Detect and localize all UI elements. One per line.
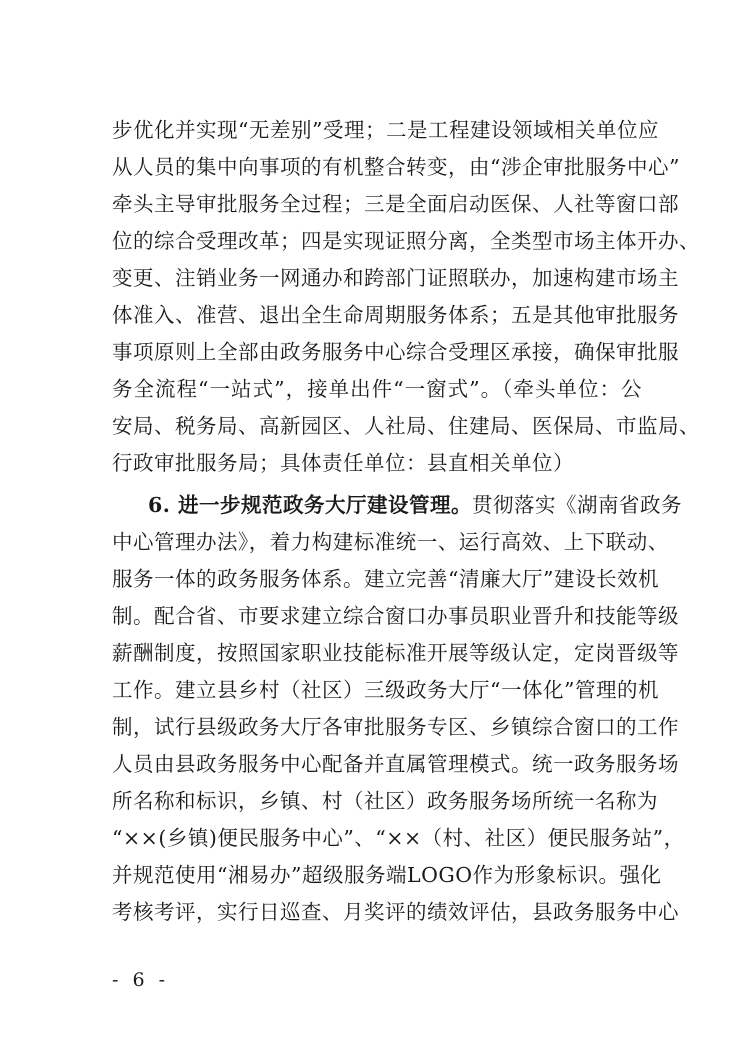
paragraph-line: 人员由县政务服务中心配备并直属管理模式。统一政务服务场: [112, 752, 679, 776]
paragraph-line: 中心管理办法》，着力构建标准统一、运行高效、上下联动、: [112, 530, 669, 554]
paragraph-line: 位的综合受理改革；四是实现证照分离，全类型市场主体开办、: [112, 229, 700, 253]
paragraph-line: 事项原则上全部由政务服务中心综合受理区承接，确保审批服: [112, 340, 679, 364]
paragraph-line: 并规范使用“湘易办”超级服务端LOGO作为形象标识。强化: [112, 863, 662, 887]
paragraph-line: 变更、注销业务一网通办和跨部门证照联办，加速构建市场主: [112, 266, 679, 290]
paragraph-line: 从人员的集中向事项的有机整合转变，由“涉企审批服务中心”: [112, 155, 680, 179]
section-6-first-line-text: 贯彻落实《湖南省政务: [472, 493, 683, 517]
paragraph-line: 薪酬制度，按照国家职业技能标准开展等级认定，定岗晋级等: [112, 641, 679, 665]
paragraph-line: 考核考评，实行日巡查、月奖评的绩效评估，县政务服务中心: [112, 900, 679, 924]
paragraph-line: 行政审批服务局；具体责任单位：县直相关单位）: [112, 451, 574, 475]
page-number: - 6 -: [112, 969, 170, 991]
paragraph-line: 牵头主导审批服务全过程；三是全面启动医保、人社等窗口部: [112, 192, 679, 216]
paragraph-line: 务全流程“一站式”，接单出件“一窗式”。（牵头单位：公: [112, 377, 642, 401]
paragraph-line: 安局、税务局、高新园区、人社局、住建局、医保局、市监局、: [112, 414, 700, 438]
paragraph-line: 所名称和标识，乡镇、村（社区）政务服务场所统一名称为: [112, 789, 658, 813]
paragraph-line: 工作。建立县乡村（社区）三级政务大厅“一体化”管理的机: [112, 678, 659, 702]
section-6-heading: 6. 进一步规范政务大厅建设管理。: [148, 493, 473, 517]
paragraph-line: “××(乡镇)便民服务中心”、“××（村、社区）便民服务站”，: [112, 826, 685, 850]
paragraph-line: 步优化并实现“无差别”受理；二是工程建设领域相关单位应: [112, 118, 659, 142]
section-6-first-line: [148, 488, 683, 522]
paragraph-line: 制。配合省、市要求建立综合窗口办事员职业晋升和技能等级: [112, 604, 679, 628]
paragraph-line: 制，试行县级政务大厅各审批服务专区、乡镇综合窗口的工作: [112, 715, 679, 739]
paragraph-line: 服务一体的政务服务体系。建立完善“清廉大厅”建设长效机: [112, 567, 659, 591]
paragraph-line: 体准入、准营、退出全生命周期服务体系；五是其他审批服务: [112, 303, 679, 327]
